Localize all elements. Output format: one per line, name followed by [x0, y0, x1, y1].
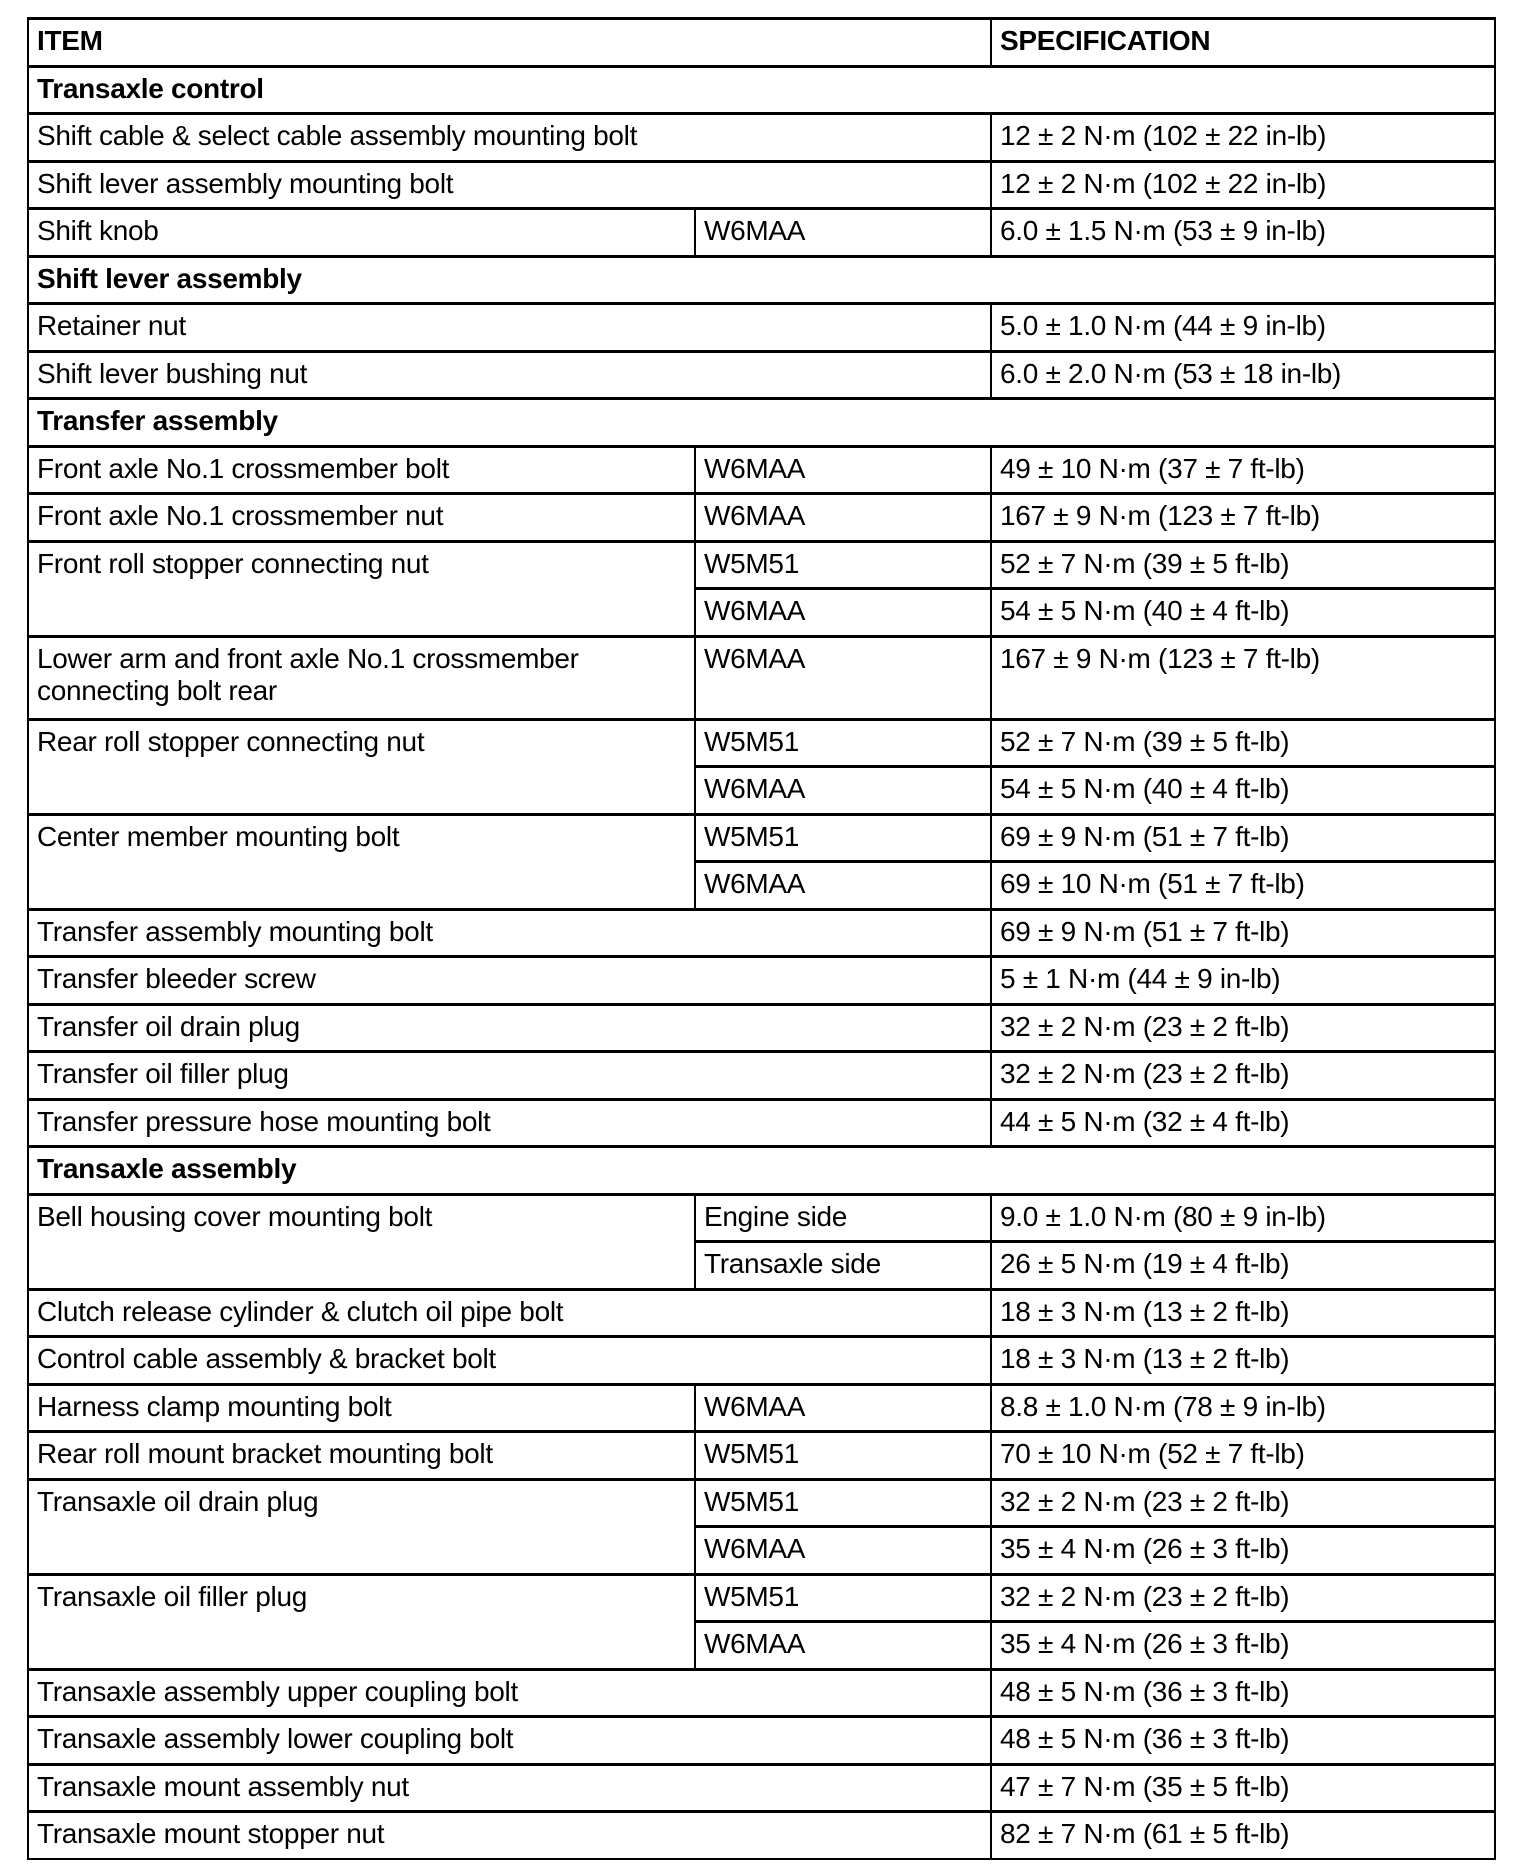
table-row [28, 446, 1495, 494]
table-row [28, 719, 1495, 767]
table-row [28, 1812, 1495, 1860]
specification-value: 26 ± 5 N·m (19 ± 4 ft-lb) [991, 1242, 1495, 1290]
table-row [28, 1052, 1495, 1100]
model-variant: W5M51 [695, 1479, 991, 1527]
specification-value: 35 ± 4 N·m (26 ± 3 ft-lb) [991, 1622, 1495, 1670]
table-row [28, 1717, 1495, 1765]
table-row [28, 1099, 1495, 1147]
section-row [28, 66, 1495, 114]
header-item: ITEM [28, 19, 991, 67]
table-row [28, 1289, 1495, 1337]
item-name: Transfer bleeder screw [28, 957, 991, 1005]
specification-value: 5.0 ± 1.0 N·m (44 ± 9 in-lb) [991, 304, 1495, 352]
section-title: Transaxle control [28, 66, 1495, 114]
specification-value: 9.0 ± 1.0 N·m (80 ± 9 in-lb) [991, 1194, 1495, 1242]
specification-value: 5 ± 1 N·m (44 ± 9 in-lb) [991, 957, 1495, 1005]
section-title: Transfer assembly [28, 399, 1495, 447]
specification-value: 167 ± 9 N·m (123 ± 7 ft-lb) [991, 636, 1495, 719]
item-name: Clutch release cylinder & clutch oil pipe bolt [28, 1289, 991, 1337]
item-name: Front axle No.1 crossmember bolt [28, 446, 695, 494]
specification-value: 18 ± 3 N·m (13 ± 2 ft-lb) [991, 1337, 1495, 1385]
table-row [28, 1432, 1495, 1480]
section-title: Transaxle assembly [28, 1147, 1495, 1195]
specification-value: 48 ± 5 N·m (36 ± 3 ft-lb) [991, 1717, 1495, 1765]
item-name: Transaxle assembly upper coupling bolt [28, 1669, 991, 1717]
table-row [28, 814, 1495, 862]
model-variant: W5M51 [695, 814, 991, 862]
specification-value: 12 ± 2 N·m (102 ± 22 in-lb) [991, 161, 1495, 209]
specification-value: 32 ± 2 N·m (23 ± 2 ft-lb) [991, 1479, 1495, 1527]
table-row [28, 1574, 1495, 1622]
specification-value: 52 ± 7 N·m (39 ± 5 ft-lb) [991, 541, 1495, 589]
item-name: Center member mounting bolt [28, 814, 695, 909]
specification-value: 35 ± 4 N·m (26 ± 3 ft-lb) [991, 1527, 1495, 1575]
item-name: Transfer assembly mounting bolt [28, 909, 991, 957]
table-row [28, 957, 1495, 1005]
table-row [28, 1669, 1495, 1717]
table-row [28, 1479, 1495, 1527]
table-row [28, 1337, 1495, 1385]
specification-value: 69 ± 9 N·m (51 ± 7 ft-lb) [991, 814, 1495, 862]
model-variant: Engine side [695, 1194, 991, 1242]
item-name: Transaxle mount stopper nut [28, 1812, 991, 1860]
model-variant: W5M51 [695, 1574, 991, 1622]
model-variant: W6MAA [695, 494, 991, 542]
specification-value: 69 ± 9 N·m (51 ± 7 ft-lb) [991, 909, 1495, 957]
table-row [28, 541, 1495, 589]
specification-value: 47 ± 7 N·m (35 ± 5 ft-lb) [991, 1764, 1495, 1812]
item-name: Retainer nut [28, 304, 991, 352]
model-variant: W6MAA [695, 636, 991, 719]
header-row [28, 19, 1495, 67]
table-row [28, 114, 1495, 162]
specification-value: 69 ± 10 N·m (51 ± 7 ft-lb) [991, 862, 1495, 910]
model-variant: W6MAA [695, 862, 991, 910]
model-variant: W6MAA [695, 767, 991, 815]
specification-value: 48 ± 5 N·m (36 ± 3 ft-lb) [991, 1669, 1495, 1717]
item-name: Shift cable & select cable assembly mounting bolt [28, 114, 991, 162]
item-name: Harness clamp mounting bolt [28, 1384, 695, 1432]
model-variant: W6MAA [695, 209, 991, 257]
specification-value: 167 ± 9 N·m (123 ± 7 ft-lb) [991, 494, 1495, 542]
item-name: Transfer pressure hose mounting bolt [28, 1099, 991, 1147]
table-body [28, 19, 1495, 1860]
specification-value: 44 ± 5 N·m (32 ± 4 ft-lb) [991, 1099, 1495, 1147]
specification-value: 82 ± 7 N·m (61 ± 5 ft-lb) [991, 1812, 1495, 1860]
specification-value: 70 ± 10 N·m (52 ± 7 ft-lb) [991, 1432, 1495, 1480]
specification-value: 54 ± 5 N·m (40 ± 4 ft-lb) [991, 767, 1495, 815]
specification-value: 52 ± 7 N·m (39 ± 5 ft-lb) [991, 719, 1495, 767]
specification-value: 32 ± 2 N·m (23 ± 2 ft-lb) [991, 1052, 1495, 1100]
item-name: Control cable assembly & bracket bolt [28, 1337, 991, 1385]
section-row [28, 399, 1495, 447]
model-variant: W5M51 [695, 1432, 991, 1480]
item-name: Front axle No.1 crossmember nut [28, 494, 695, 542]
table-row [28, 909, 1495, 957]
table-row [28, 304, 1495, 352]
item-name: Rear roll mount bracket mounting bolt [28, 1432, 695, 1480]
specification-value: 32 ± 2 N·m (23 ± 2 ft-lb) [991, 1574, 1495, 1622]
specification-value: 12 ± 2 N·m (102 ± 22 in-lb) [991, 114, 1495, 162]
model-variant: W5M51 [695, 541, 991, 589]
item-name: Shift lever assembly mounting bolt [28, 161, 991, 209]
header-specification: SPECIFICATION [991, 19, 1495, 67]
model-variant: W6MAA [695, 1527, 991, 1575]
model-variant: W6MAA [695, 589, 991, 637]
table-row [28, 1194, 1495, 1242]
table-row [28, 209, 1495, 257]
section-row [28, 1147, 1495, 1195]
item-name: Rear roll stopper connecting nut [28, 719, 695, 814]
specification-value: 6.0 ± 1.5 N·m (53 ± 9 in-lb) [991, 209, 1495, 257]
item-name: Transaxle assembly lower coupling bolt [28, 1717, 991, 1765]
model-variant: Transaxle side [695, 1242, 991, 1290]
specification-value: 18 ± 3 N·m (13 ± 2 ft-lb) [991, 1289, 1495, 1337]
section-title: Shift lever assembly [28, 256, 1495, 304]
table-row [28, 1384, 1495, 1432]
table-row [28, 1004, 1495, 1052]
item-name: Shift lever bushing nut [28, 351, 991, 399]
item-name: Shift knob [28, 209, 695, 257]
model-variant: W6MAA [695, 1622, 991, 1670]
item-name: Front roll stopper connecting nut [28, 541, 695, 636]
item-name: Transfer oil drain plug [28, 1004, 991, 1052]
specification-value: 54 ± 5 N·m (40 ± 4 ft-lb) [991, 589, 1495, 637]
torque-spec-table [27, 17, 1496, 1860]
table-row [28, 1764, 1495, 1812]
item-name: Transaxle mount assembly nut [28, 1764, 991, 1812]
model-variant: W6MAA [695, 1384, 991, 1432]
item-name: Bell housing cover mounting bolt [28, 1194, 695, 1289]
table-row [28, 636, 1495, 719]
item-name: Lower arm and front axle No.1 crossmember connecting bolt rear [28, 636, 695, 719]
table-row [28, 351, 1495, 399]
table-row [28, 494, 1495, 542]
item-name: Transaxle oil filler plug [28, 1574, 695, 1669]
specification-value: 49 ± 10 N·m (37 ± 7 ft-lb) [991, 446, 1495, 494]
specification-value: 8.8 ± 1.0 N·m (78 ± 9 in-lb) [991, 1384, 1495, 1432]
item-name: Transaxle oil drain plug [28, 1479, 695, 1574]
item-name: Transfer oil filler plug [28, 1052, 991, 1100]
table-row [28, 161, 1495, 209]
specification-value: 6.0 ± 2.0 N·m (53 ± 18 in-lb) [991, 351, 1495, 399]
section-row [28, 256, 1495, 304]
model-variant: W5M51 [695, 719, 991, 767]
model-variant: W6MAA [695, 446, 991, 494]
specification-value: 32 ± 2 N·m (23 ± 2 ft-lb) [991, 1004, 1495, 1052]
